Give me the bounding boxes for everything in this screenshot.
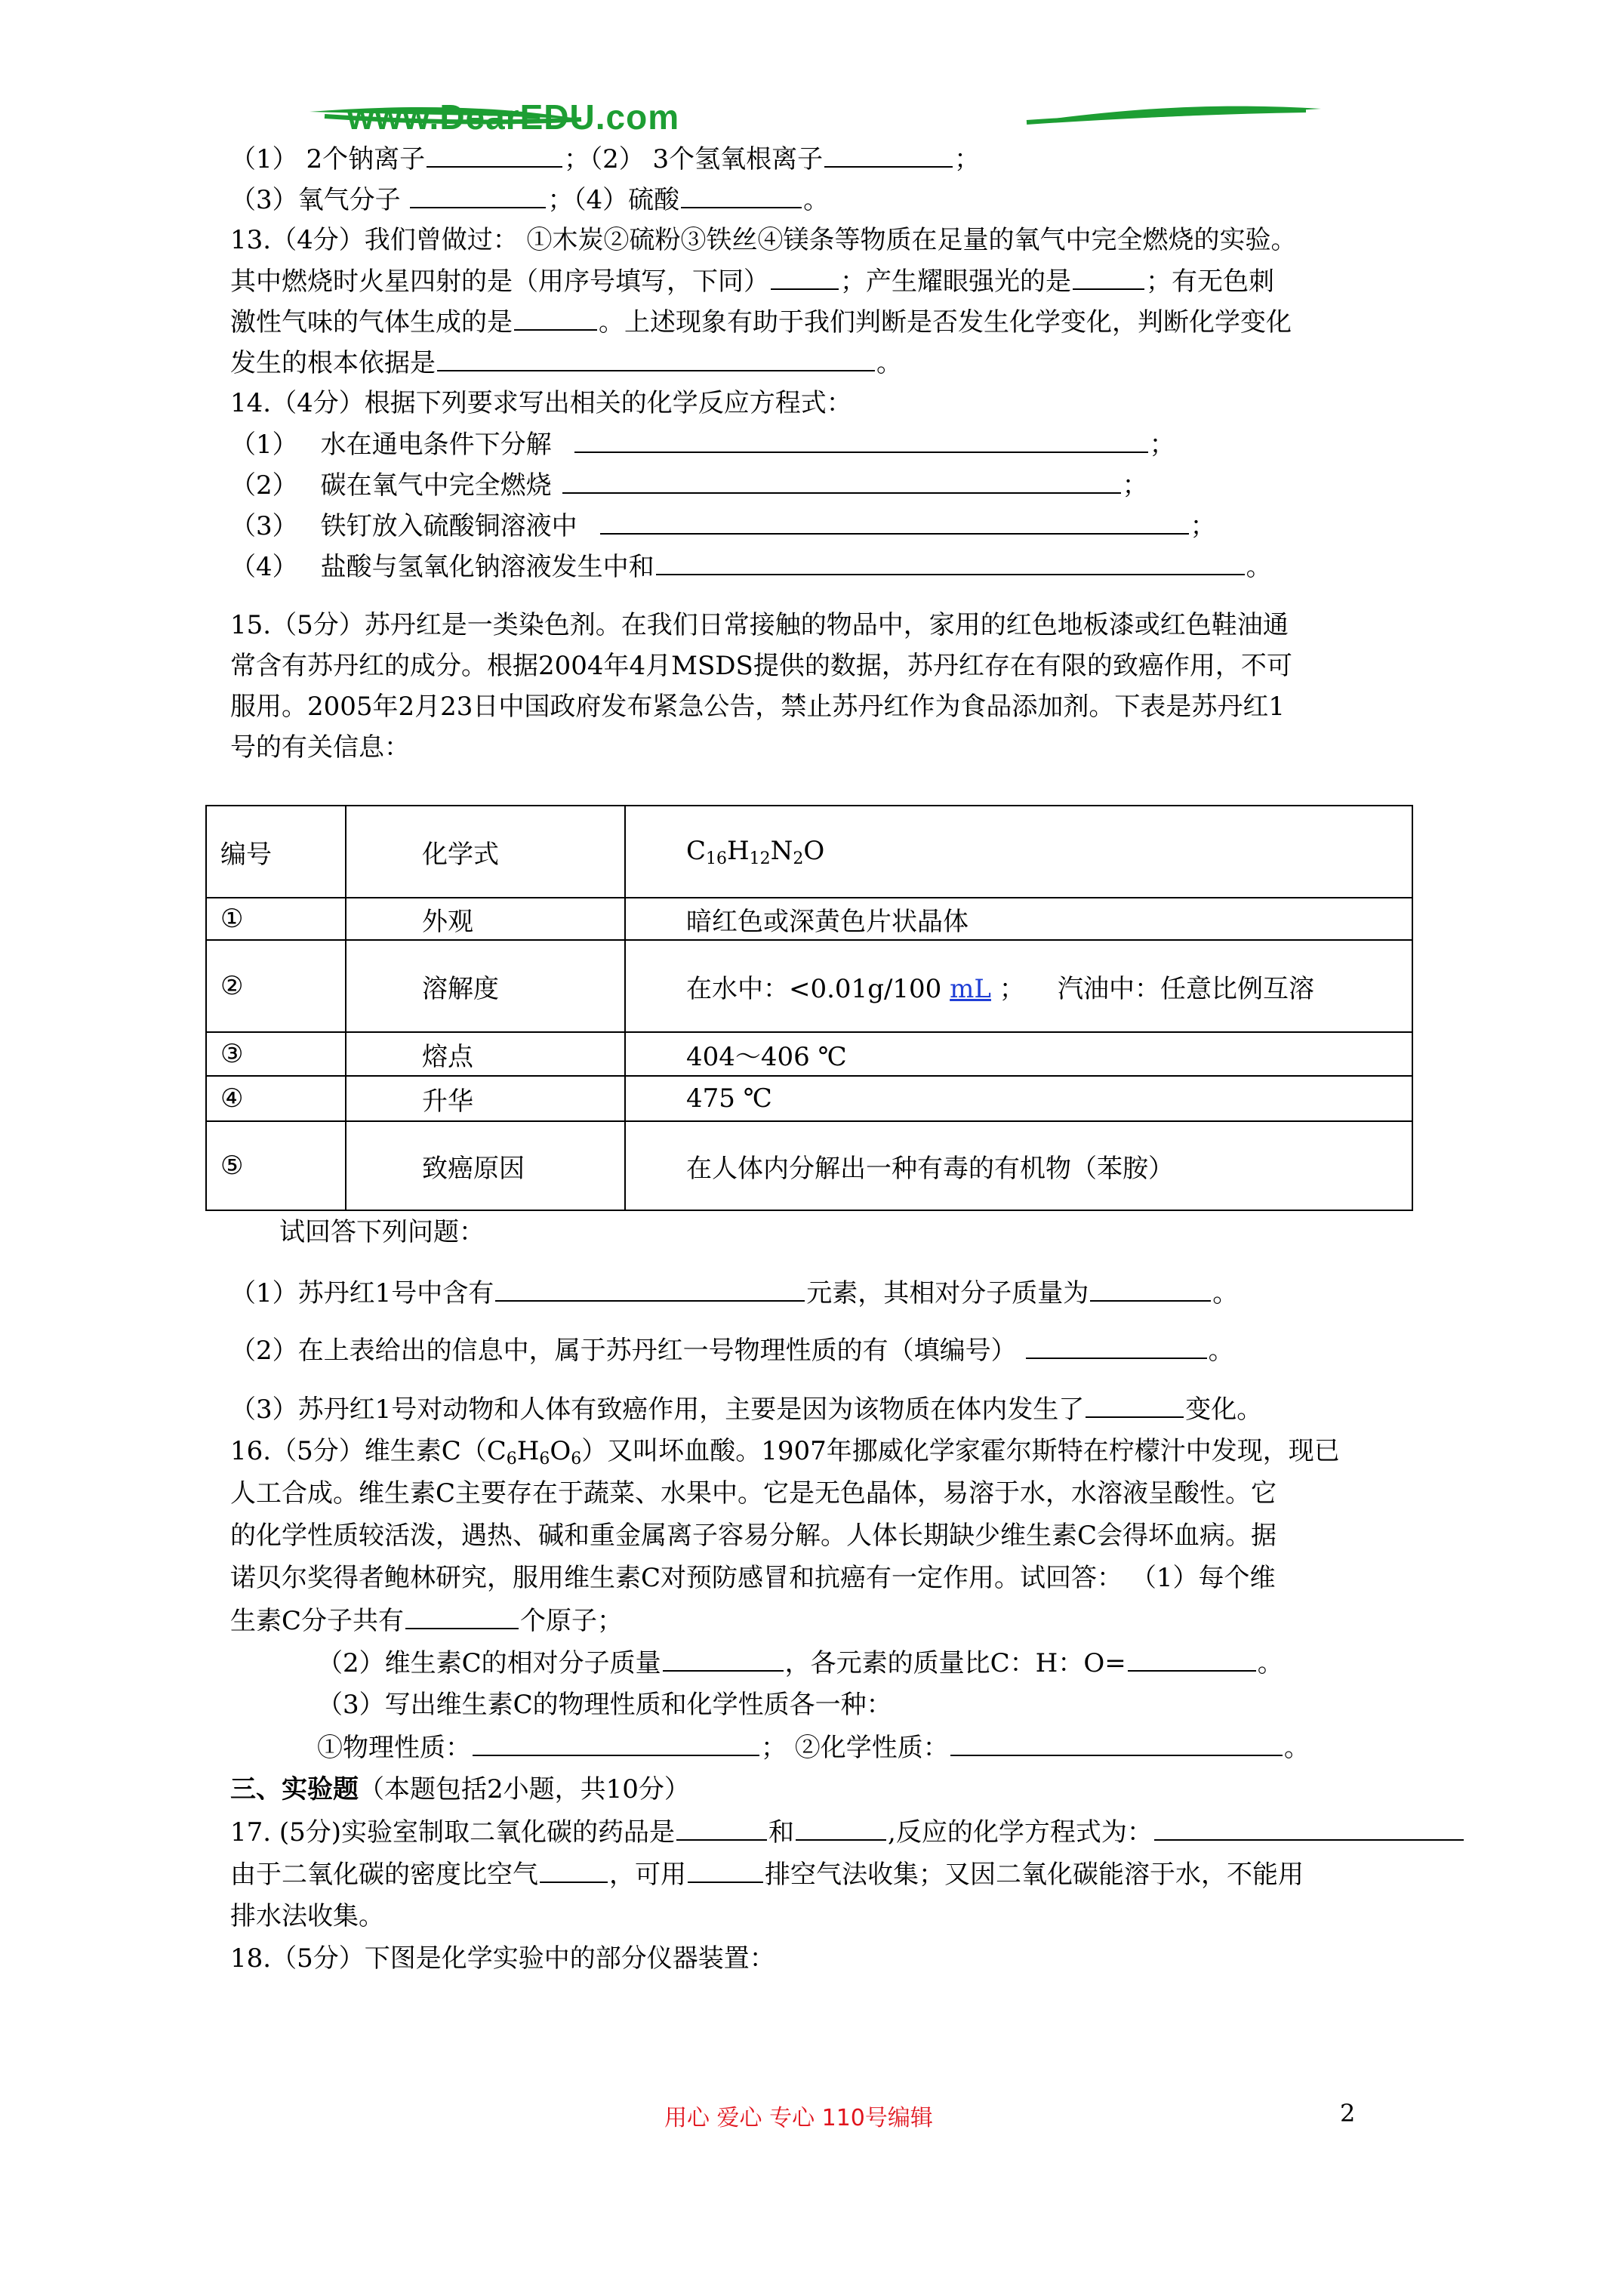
table-row bbox=[206, 898, 1412, 940]
question-13-line4: 发生的根本依据是 。 bbox=[230, 343, 902, 383]
blank-field[interactable] bbox=[410, 180, 546, 208]
table-row bbox=[206, 940, 1412, 1032]
blank-field[interactable] bbox=[688, 1854, 763, 1883]
table-cell: 溶解度 bbox=[346, 940, 625, 1032]
blank-field[interactable] bbox=[656, 547, 1245, 575]
blank-field[interactable] bbox=[437, 343, 875, 371]
answer-line-1: （1） 2个钠离子 ；（2） 3个氢氧根离子 ； bbox=[230, 139, 980, 179]
answer-line-2: （3）氧气分子 ；（4）硫酸 。 bbox=[230, 180, 829, 220]
blank-field[interactable] bbox=[681, 180, 802, 208]
blank-field[interactable] bbox=[1073, 261, 1144, 290]
blank-field[interactable] bbox=[796, 1812, 886, 1841]
blank-field[interactable] bbox=[514, 302, 597, 331]
question-16-line5: 生素C分子共有 个原子； bbox=[230, 1601, 623, 1641]
table-cell: 致癌原因 bbox=[346, 1121, 625, 1210]
ml-link[interactable]: mL bbox=[950, 973, 991, 1004]
table-cell: 熔点 bbox=[346, 1032, 625, 1076]
question-15-line3: 服用。2005年2月23日中国政府发布紧急公告，禁止苏丹红作为食品添加剂。下表是苏丹红1 bbox=[230, 692, 1286, 722]
table-cell: 404～406 ℃ bbox=[625, 1032, 1412, 1076]
question-14-item-3: （3） 铁钉放入硫酸铜溶液中 ； bbox=[230, 506, 1216, 546]
table-cell: 在水中：<0.01g/100 mL ； 汽油中：任意比例互溶 bbox=[625, 940, 1412, 1032]
question-15-sub-2: （2）在上表给出的信息中，属于苏丹红一号物理性质的有（填编号） 。 bbox=[230, 1330, 1234, 1370]
question-14-item-1: （1） 水在通电条件下分解 ； bbox=[230, 424, 1175, 464]
blank-field[interactable] bbox=[663, 1643, 784, 1672]
table-cell: 化学式 bbox=[346, 806, 625, 898]
question-17-line3: 排水法收集。 bbox=[230, 1901, 384, 1931]
table-row bbox=[206, 806, 1412, 898]
table-row bbox=[206, 1032, 1412, 1076]
page-number: 2 bbox=[1340, 2099, 1356, 2128]
blank-field[interactable] bbox=[562, 465, 1121, 494]
blank-field[interactable] bbox=[600, 506, 1189, 535]
blank-field[interactable] bbox=[1154, 1812, 1464, 1841]
table-cell: 暗红色或深黄色片状晶体 bbox=[625, 898, 1412, 940]
table-cell: ④ bbox=[206, 1076, 346, 1121]
table-row bbox=[206, 1121, 1412, 1210]
question-17-line2: 由于二氧化碳的密度比空气 ，可用 排空气法收集；又因二氧化碳能溶于水，不能用 bbox=[230, 1854, 1304, 1894]
blank-field[interactable] bbox=[1026, 1330, 1207, 1359]
chemical-formula-cell: $C_{16}H_{12}N_2O$ bbox=[625, 806, 1412, 898]
table-cell: ③ bbox=[206, 1032, 346, 1076]
footer-text: 用心 爱心 专心 110号编辑 bbox=[664, 2105, 933, 2131]
question-15-line2: 常含有苏丹红的成分。根据2004年4月MSDS提供的数据，苏丹红存在有限的致癌作用，不可 bbox=[230, 651, 1292, 681]
question-15: 15.（5分）苏丹红是一类染色剂。在我们日常接触的物品中，家用的红色地板漆或红色鞋油通 bbox=[230, 610, 1289, 640]
blank-field[interactable] bbox=[540, 1854, 608, 1883]
question-16-line2: 人工合成。维生素C主要存在于蔬菜、水果中。它是无色晶体，易溶于水，水溶液呈酸性。它 bbox=[230, 1478, 1277, 1509]
table-cell: 编号 bbox=[206, 806, 346, 898]
blank-field[interactable] bbox=[1128, 1643, 1256, 1672]
blank-field[interactable] bbox=[495, 1273, 805, 1302]
question-13: 13.（4分）我们曾做过： ①木炭②硫粉③铁丝④镁条等物质在足量的氧气中完全燃烧的实验。 bbox=[230, 225, 1297, 255]
table-cell: ② bbox=[206, 940, 346, 1032]
table-cell: ⑤ bbox=[206, 1121, 346, 1210]
table-cell: 升华 bbox=[346, 1076, 625, 1121]
question-17: 17. (5分)实验室制取二氧化碳的药品是 和 ,反应的化学方程式为： bbox=[230, 1812, 1465, 1852]
question-14-item-4: （4） 盐酸与氢氧化钠溶液发生中和 。 bbox=[230, 547, 1272, 587]
blank-field[interactable] bbox=[427, 139, 562, 168]
blank-field[interactable] bbox=[405, 1601, 519, 1629]
question-16-line4: 诺贝尔奖得者鲍林研究，服用维生素C对预防感冒和抗癌有一定作用。试回答： （1）每个维 bbox=[230, 1563, 1276, 1593]
blank-field[interactable] bbox=[1090, 1273, 1211, 1302]
blank-field[interactable] bbox=[950, 1727, 1283, 1756]
table-cell: ① bbox=[206, 898, 346, 940]
question-14: 14.（4分）根据下列要求写出相关的化学反应方程式： bbox=[230, 388, 852, 418]
blank-field[interactable] bbox=[574, 424, 1148, 453]
question-15-sub-3: （3）苏丹红1号对动物和人体有致癌作用，主要是因为该物质在体内发生了 变化。 bbox=[230, 1389, 1262, 1429]
question-16: 16.（5分）维生素$C(C_6H_6O_6)$又叫坏血酸。1907年挪威化学家霍尔斯特在柠檬汁中发现，现已 bbox=[230, 1436, 1340, 1469]
table-cell: 475 ℃ bbox=[625, 1076, 1412, 1121]
question-15-line4: 号的有关信息： bbox=[230, 732, 410, 763]
blank-field[interactable] bbox=[676, 1812, 767, 1841]
blank-field[interactable] bbox=[473, 1727, 759, 1756]
question-15-sub-1: （1）苏丹红1号中含有 元素，其相对分子质量为 。 bbox=[230, 1273, 1238, 1313]
table-cell: 外观 bbox=[346, 898, 625, 940]
table-row bbox=[206, 1076, 1412, 1121]
question-16-sub-3-answers: ①物理性质： ； ②化学性质： 。 bbox=[317, 1727, 1310, 1767]
blank-field[interactable] bbox=[1086, 1389, 1184, 1418]
question-16-line3: 的化学性质较活泼，遇热、碱和重金属离子容易分解。人体长期缺少维生素C会得坏血病。据 bbox=[230, 1521, 1277, 1551]
question-13-line3: 激性气味的气体生成的是 。上述现象有助于我们判断是否发生化学变化，判断化学变化 bbox=[230, 302, 1292, 342]
sudan-red-info-table bbox=[205, 805, 1413, 1211]
question-15-prompt: 试回答下列问题： bbox=[279, 1217, 485, 1247]
site-logo-text[interactable]: www.DearEDU.com bbox=[346, 97, 680, 137]
section-3-heading: 三、实验题（本题包括2小题，共10分） bbox=[230, 1774, 690, 1804]
question-16-sub-3: （3）写出维生素C的物理性质和化学性质各一种： bbox=[317, 1690, 892, 1720]
question-14-item-2: （2） 碳在氧气中完全燃烧 ； bbox=[230, 465, 1148, 505]
blank-field[interactable] bbox=[771, 261, 839, 290]
blank-field[interactable] bbox=[824, 139, 953, 168]
question-18: 18.（5分）下图是化学实验中的部分仪器装置： bbox=[230, 1943, 775, 1974]
question-13-line2: 其中燃烧时火星四射的是（用序号填写，下同） ；产生耀眼强光的是 ；有无色刺 bbox=[230, 261, 1274, 301]
table-cell: 在人体内分解出一种有毒的有机物（苯胺） bbox=[625, 1121, 1412, 1210]
question-16-sub-2: （2）维生素C的相对分子质量 ，各元素的质量比C：H：O= 。 bbox=[317, 1643, 1283, 1683]
